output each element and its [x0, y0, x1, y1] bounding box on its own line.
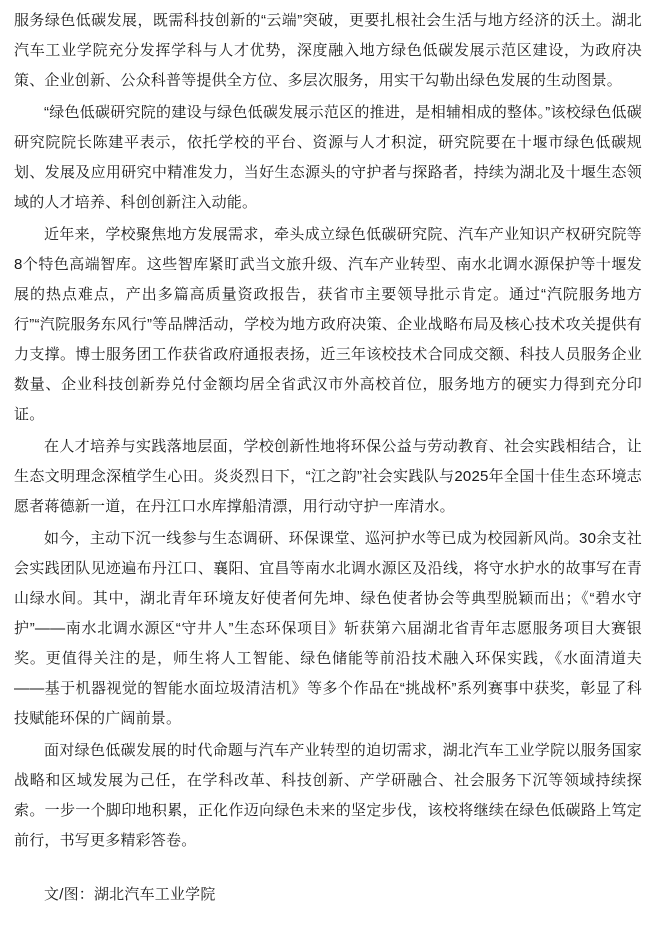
paragraph-6: 面对绿色低碳发展的时代命题与汽车产业转型的迫切需求，湖北汽车工业学院以服务国家战略和区域发展为己任，在学科改革、科技创新、产学研融合、社会服务下沉等领域持续探索。一步一个脚印地积累，正化作迈向绿色未来的坚定步伐，该校将继续在绿色低碳路上笃定前行，书写更多精彩答卷。 [14, 742, 642, 849]
paragraph-3: 近年来，学校聚焦地方发展需求，牵头成立绿色低碳研究院、汽车产业知识产权研究院等8个特色高端智库。这些智库紧盯武当文旅升级、汽车产业转型、南水北调水源保护等十堰发展的热点难点，产出多篇高质量资政报告，获省市主要领导批示肯定。通过“汽院服务地方行”“汽院服务东风行”等品牌活动，学校为地方政府决策、企业战略布局及核心技术攻关提供有力支撑。博士服务团工作获省政府通报表扬，近三年该校技术合同成交额、科技人员服务企业数量、企业科技创新券兑付金额均居全省武汉市外高校首位，服务地方的硬实力得到充分印证。 [14, 226, 642, 423]
article-signature: 文/图：湖北汽车工业学院 [44, 886, 216, 903]
paragraph-1: 服务绿色低碳发展，既需科技创新的“云端”突破，更要扎根社会生活与地方经济的沃土。湖北汽车工业学院充分发挥学科与人才优势，深度融入地方绿色低碳发展示范区建设，为政府决策、企业创新、公众科普等提供全方位、多层次服务，用实干勾勒出绿色发展的生动图景。 [14, 12, 642, 89]
paragraph-4: 在人才培养与实践落地层面，学校创新性地将环保公益与劳动教育、社会实践相结合，让生态文明理念深植学生心田。炎炎烈日下，“江之韵”社会实践队与2025年全国十佳生态环境志愿者蒋德新一道，在丹江口水库撑船清漂，用行动守护一库清水。 [14, 438, 642, 515]
article-body [14, 6, 642, 910]
paragraph-2: “绿色低碳研究院的建设与绿色低碳发展示范区的推进，是相辅相成的整体。”该校绿色低碳研究院院长陈建平表示，依托学校的平台、资源与人才积淀，研究院要在十堰市绿色低碳规划、发展及应用研究中精准发力，当好生态源头的守护者与探路者，持续为湖北及十堰生态领域的人才培养、科创创新注入动能。 [14, 104, 642, 211]
paragraph-5: 如今，主动下沉一线参与生态调研、环保课堂、巡河护水等已成为校园新风尚。30余支社会实践团队见迹遍布丹江口、襄阳、宜昌等南水北调水源区及沿线，将守水护水的故事写在青山绿水间。其中，湖北青年环境友好使者何先坤、绿色使者协会等典型脱颖而出；《“碧水守护”——南水北调水源区“守井人”生态环保项目》斩获第六届湖北省青年志愿服务项目大赛银奖。更值得关注的是，师生将人工智能、绿色储能等前沿技术融入环保实践，《水面清道夫——基于机器视觉的智能水面垃圾清洁机》等多个作品在“挑战杯”系列赛事中获奖，彰显了科技赋能环保的广阔前景。 [14, 530, 642, 727]
paragraph-spacer [14, 858, 642, 864]
